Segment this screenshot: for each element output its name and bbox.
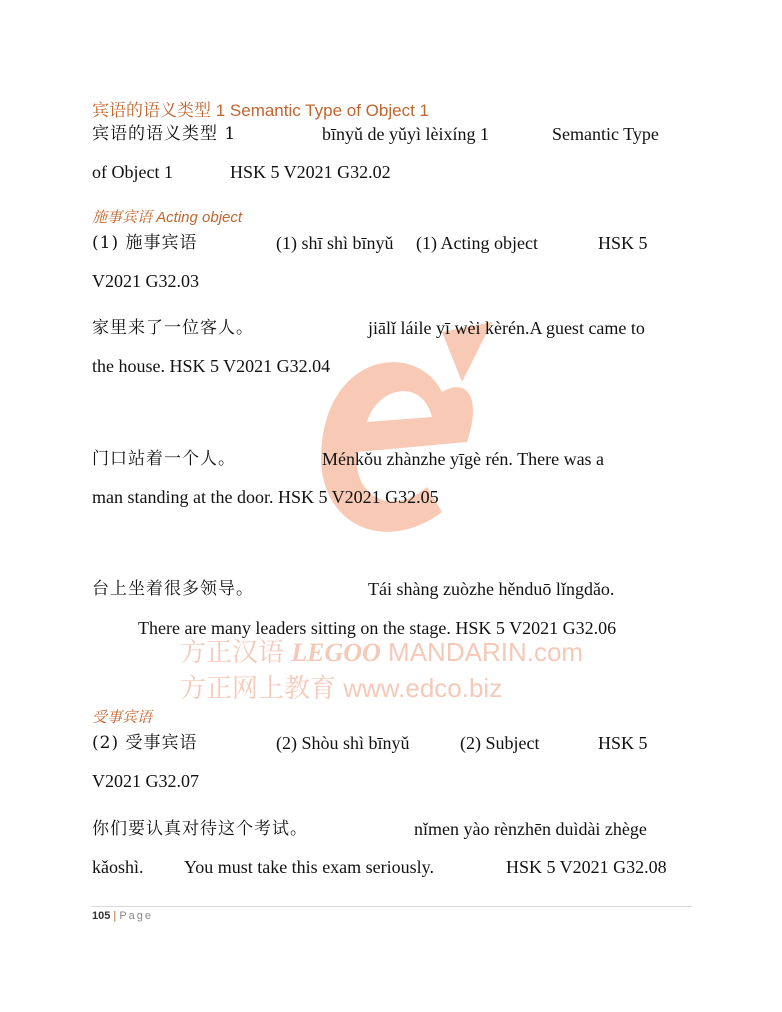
watermark-line-2: 方正网上教育 www.edco.biz bbox=[180, 673, 503, 703]
example-chinese: 台上坐着很多领导。 bbox=[92, 579, 254, 599]
example-english: You must take this exam seriously. bbox=[184, 857, 434, 877]
section-heading-semantic-type: 宾语的语义类型 1 Semantic Type of Object 1 bbox=[92, 101, 429, 120]
footer-divider bbox=[92, 906, 692, 907]
example-pinyin-cont: kǎoshì. bbox=[92, 857, 144, 877]
subtitle-english: (2) Subject bbox=[460, 733, 540, 753]
example-chinese: 你们要认真对待这个考试。 bbox=[92, 819, 308, 839]
footer-separator: | bbox=[113, 910, 117, 922]
example-chinese: 家里来了一位客人。 bbox=[92, 318, 254, 338]
title-code: HSK 5 V2021 G32.02 bbox=[230, 162, 391, 182]
example-pinyin: Tái shàng zuòzhe hěnduō lǐngdǎo. bbox=[368, 579, 615, 599]
title-pinyin: bīnyǔ de yǔyì lèixíng 1 bbox=[322, 124, 489, 144]
example-continuation: man standing at the door. HSK 5 V2021 G32.05 bbox=[92, 487, 439, 507]
section-heading-acting-object: 施事宾语 Acting object bbox=[92, 209, 243, 226]
subtitle-chinese: (1) 施事宾语 bbox=[92, 233, 198, 253]
title-english-cont: of Object 1 bbox=[92, 162, 173, 182]
subtitle-code-b: V2021 G32.03 bbox=[92, 271, 199, 291]
subtitle-code-a: HSK 5 bbox=[598, 233, 648, 253]
example-chinese: 门口站着一个人。 bbox=[92, 449, 236, 469]
example-english: There are many leaders sitting on the stage. HSK 5 V2021 G32.06 bbox=[138, 618, 617, 638]
subtitle-pinyin: (1) shī shì bīnyǔ bbox=[276, 233, 394, 253]
page-label: Page bbox=[119, 910, 154, 922]
example-continuation: the house. HSK 5 V2021 G32.04 bbox=[92, 356, 331, 376]
subtitle-chinese: (2) 受事宾语 bbox=[92, 733, 198, 753]
section-heading-patient-object: 受事宾语 bbox=[92, 709, 153, 726]
example-pinyin-english: Ménkǒu zhànzhe yīgè rén. There was a bbox=[322, 449, 605, 469]
title-chinese: 宾语的语义类型 1 bbox=[92, 124, 237, 144]
page-footer bbox=[92, 910, 153, 922]
subtitle-code-a: HSK 5 bbox=[598, 733, 648, 753]
example-pinyin-english: jiālǐ láile yī wèi kèrén.A guest came to bbox=[368, 318, 645, 338]
subtitle-pinyin: (2) Shòu shì bīnyǔ bbox=[276, 733, 410, 753]
subtitle-english: (1) Acting object bbox=[416, 233, 538, 253]
subtitle-code-b: V2021 G32.07 bbox=[92, 771, 199, 791]
page-number: 105 bbox=[92, 910, 111, 922]
title-english: Semantic Type bbox=[552, 124, 659, 144]
watermark-line-1: 方正汉语 LEGOO MANDARIN.com bbox=[180, 637, 584, 667]
example-pinyin: nǐmen yào rènzhēn duìdài zhège bbox=[414, 819, 647, 839]
example-code: HSK 5 V2021 G32.08 bbox=[506, 857, 667, 877]
